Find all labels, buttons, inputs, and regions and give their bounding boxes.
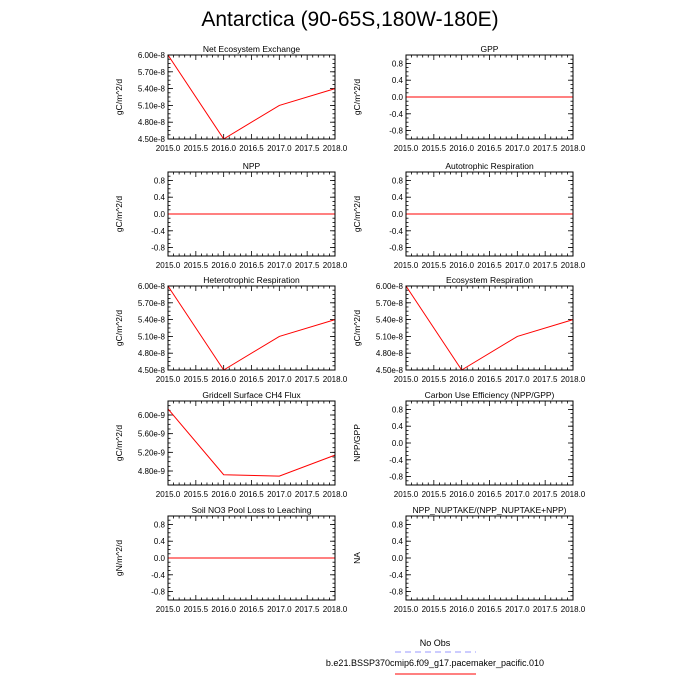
chart-panel-1 bbox=[114, 44, 348, 153]
x-tick-label: 2015.0 bbox=[155, 375, 181, 384]
legend-label-model: b.e21.BSSP370cmip6.f09_g17.pacemaker_pacific.010 bbox=[325, 658, 545, 668]
y-tick-label: 5.10e-8 bbox=[375, 332, 403, 342]
x-tick-label: 2016.5 bbox=[239, 605, 264, 614]
x-tick-label: 2015.5 bbox=[421, 261, 447, 270]
x-tick-label: 2017.5 bbox=[294, 375, 320, 384]
y-axis-label: NA bbox=[352, 552, 362, 564]
x-tick-label: 2015.0 bbox=[155, 144, 181, 153]
panel-title: NPP bbox=[242, 161, 261, 171]
y-tick-label: 6.00e-8 bbox=[137, 51, 165, 60]
panel-title: Autotrophic Respiration bbox=[445, 161, 534, 171]
x-tick-label: 2018.0 bbox=[560, 375, 586, 384]
x-tick-label: 2015.5 bbox=[183, 375, 209, 384]
series-line bbox=[406, 286, 573, 370]
y-tick-label: 5.40e-8 bbox=[137, 84, 165, 94]
series-line bbox=[168, 286, 335, 370]
y-tick-label: 4.50e-8 bbox=[137, 366, 165, 375]
x-tick-label: 2015.0 bbox=[393, 375, 419, 384]
x-tick-label: 2018.0 bbox=[560, 605, 586, 614]
x-tick-label: 2018.0 bbox=[322, 144, 348, 153]
y-tick-label: 4.80e-9 bbox=[137, 467, 165, 476]
x-tick-label: 2018.0 bbox=[560, 261, 586, 270]
y-tick-label: 5.10e-8 bbox=[137, 332, 165, 342]
x-tick-label: 2016.5 bbox=[239, 490, 264, 499]
y-axis-label: gC/m^2/d bbox=[114, 309, 124, 347]
x-tick-label: 2017.5 bbox=[532, 261, 558, 270]
x-tick-label: 2016.5 bbox=[239, 144, 264, 153]
panel-title: GPP bbox=[480, 44, 499, 54]
y-tick-label: 0.8 bbox=[153, 520, 165, 530]
y-tick-label: 5.10e-8 bbox=[137, 101, 165, 111]
y-tick-label: 0.8 bbox=[391, 520, 403, 530]
legend-label-obs: No Obs bbox=[419, 638, 451, 648]
y-tick-label: 0.0 bbox=[391, 554, 403, 563]
x-tick-label: 2016.5 bbox=[477, 375, 502, 384]
panel-title: Soil NO3 Pool Loss to Leaching bbox=[191, 505, 312, 515]
x-tick-label: 2017.0 bbox=[267, 261, 292, 270]
y-tick-label: -0.8 bbox=[151, 587, 165, 597]
y-tick-label: 5.70e-8 bbox=[375, 298, 403, 308]
x-tick-label: 2016.0 bbox=[449, 261, 474, 270]
y-tick-label: 0.8 bbox=[391, 59, 403, 69]
y-tick-label: 6.00e-8 bbox=[375, 282, 403, 291]
y-tick-label: -0.8 bbox=[151, 243, 165, 253]
chart-panel-2 bbox=[352, 44, 586, 153]
y-tick-label: 0.8 bbox=[153, 176, 165, 186]
x-tick-label: 2015.5 bbox=[183, 605, 209, 614]
y-tick-label: -0.4 bbox=[389, 570, 403, 580]
x-tick-label: 2017.0 bbox=[267, 490, 292, 499]
chart-panel-8 bbox=[352, 390, 586, 499]
x-tick-label: 2015.0 bbox=[393, 261, 419, 270]
x-tick-label: 2018.0 bbox=[322, 490, 348, 499]
panel-title: Gridcell Surface CH4 Flux bbox=[202, 390, 301, 400]
y-axis-label: gC/m^2/d bbox=[114, 78, 124, 116]
x-tick-label: 2017.0 bbox=[267, 144, 292, 153]
y-tick-label: 5.40e-8 bbox=[137, 315, 165, 325]
x-tick-label: 2016.5 bbox=[239, 261, 264, 270]
y-tick-label: 5.20e-9 bbox=[137, 448, 165, 458]
series-line bbox=[168, 409, 335, 476]
x-tick-label: 2016.0 bbox=[211, 490, 236, 499]
y-tick-label: 0.4 bbox=[153, 537, 165, 547]
x-tick-label: 2015.0 bbox=[155, 261, 181, 270]
y-axis-label: gC/m^2/d bbox=[114, 424, 124, 462]
plot-frame bbox=[406, 401, 573, 485]
x-tick-label: 2016.5 bbox=[239, 375, 264, 384]
x-tick-label: 2018.0 bbox=[560, 144, 586, 153]
y-tick-label: 0.0 bbox=[391, 439, 403, 448]
x-tick-label: 2017.0 bbox=[505, 375, 530, 384]
x-tick-label: 2015.5 bbox=[421, 605, 447, 614]
plot-frame bbox=[168, 401, 335, 485]
panel-title: Ecosystem Respiration bbox=[446, 275, 533, 285]
y-tick-label: 5.60e-9 bbox=[137, 429, 165, 439]
y-tick-label: 5.40e-8 bbox=[375, 315, 403, 325]
y-tick-label: -0.8 bbox=[389, 126, 403, 136]
y-axis-label: gN/m^2/d bbox=[114, 539, 124, 577]
y-tick-label: 4.50e-8 bbox=[375, 366, 403, 375]
y-tick-label: 4.50e-8 bbox=[137, 135, 165, 144]
y-tick-label: 6.00e-9 bbox=[137, 411, 165, 420]
y-axis-label: NPP/GPP bbox=[352, 424, 362, 462]
y-tick-label: 0.4 bbox=[391, 422, 403, 432]
y-tick-label: 0.0 bbox=[153, 210, 165, 219]
figure-title: Antarctica (90-65S,180W-180E) bbox=[201, 8, 499, 31]
chart-panel-7 bbox=[114, 390, 348, 499]
panel-title: Net Ecosystem Exchange bbox=[202, 44, 301, 54]
x-tick-label: 2015.5 bbox=[183, 490, 209, 499]
x-tick-label: 2017.0 bbox=[505, 490, 530, 499]
y-tick-label: -0.4 bbox=[389, 455, 403, 465]
x-tick-label: 2017.0 bbox=[505, 261, 530, 270]
chart-panel-5 bbox=[114, 275, 348, 384]
x-tick-label: 2017.5 bbox=[532, 605, 558, 614]
chart-panel-10 bbox=[352, 505, 586, 614]
x-tick-label: 2015.0 bbox=[393, 605, 419, 614]
x-tick-label: 2017.5 bbox=[294, 490, 320, 499]
y-tick-label: -0.8 bbox=[389, 472, 403, 482]
y-tick-label: 0.0 bbox=[153, 554, 165, 563]
y-tick-label: 6.00e-8 bbox=[137, 282, 165, 291]
x-tick-label: 2015.5 bbox=[421, 375, 447, 384]
panel-title: Carbon Use Efficiency (NPP/GPP) bbox=[424, 390, 555, 400]
y-axis-label: gC/m^2/d bbox=[352, 78, 362, 116]
x-tick-label: 2017.0 bbox=[505, 605, 530, 614]
x-tick-label: 2017.5 bbox=[532, 144, 558, 153]
x-tick-label: 2015.5 bbox=[421, 490, 447, 499]
x-tick-label: 2017.5 bbox=[294, 605, 320, 614]
y-tick-label: -0.4 bbox=[151, 226, 165, 236]
panel-title: Heterotrophic Respiration bbox=[203, 275, 300, 285]
y-tick-label: 0.4 bbox=[391, 193, 403, 203]
x-tick-label: 2016.0 bbox=[211, 144, 236, 153]
x-tick-label: 2018.0 bbox=[560, 490, 586, 499]
x-tick-label: 2015.5 bbox=[421, 144, 447, 153]
chart-panel-3 bbox=[114, 161, 348, 270]
x-tick-label: 2017.5 bbox=[532, 490, 558, 499]
y-tick-label: 0.0 bbox=[391, 210, 403, 219]
chart-panel-4 bbox=[352, 161, 586, 270]
x-tick-label: 2016.5 bbox=[477, 605, 502, 614]
y-tick-label: -0.4 bbox=[151, 570, 165, 580]
x-tick-label: 2018.0 bbox=[322, 375, 348, 384]
y-tick-label: 0.4 bbox=[153, 193, 165, 203]
x-tick-label: 2016.0 bbox=[449, 375, 474, 384]
x-tick-label: 2015.5 bbox=[183, 144, 209, 153]
x-tick-label: 2015.0 bbox=[155, 605, 181, 614]
x-tick-label: 2016.0 bbox=[449, 490, 474, 499]
x-tick-label: 2015.0 bbox=[393, 490, 419, 499]
y-tick-label: -0.8 bbox=[389, 243, 403, 253]
y-tick-label: -0.8 bbox=[389, 587, 403, 597]
x-tick-label: 2015.0 bbox=[393, 144, 419, 153]
chart-panel-6 bbox=[352, 275, 586, 384]
x-tick-label: 2018.0 bbox=[322, 261, 348, 270]
x-tick-label: 2016.0 bbox=[449, 144, 474, 153]
plot-frame bbox=[406, 516, 573, 600]
y-tick-label: 0.8 bbox=[391, 176, 403, 186]
x-tick-label: 2017.5 bbox=[294, 261, 320, 270]
x-tick-label: 2017.5 bbox=[532, 375, 558, 384]
y-tick-label: 0.4 bbox=[391, 537, 403, 547]
legend bbox=[326, 638, 544, 674]
x-tick-label: 2018.0 bbox=[322, 605, 348, 614]
x-tick-label: 2017.0 bbox=[505, 144, 530, 153]
y-tick-label: 4.80e-8 bbox=[137, 349, 165, 359]
x-tick-label: 2016.0 bbox=[449, 605, 474, 614]
y-tick-label: 4.80e-8 bbox=[137, 118, 165, 128]
panel-title: NPP_NUPTAKE/(NPP_NUPTAKE+NPP) bbox=[412, 505, 567, 515]
y-tick-label: -0.4 bbox=[389, 226, 403, 236]
y-tick-label: 5.70e-8 bbox=[137, 67, 165, 77]
x-tick-label: 2017.0 bbox=[267, 375, 292, 384]
x-tick-label: 2016.5 bbox=[477, 261, 502, 270]
x-tick-label: 2016.0 bbox=[211, 605, 236, 614]
plot-frame bbox=[406, 286, 573, 370]
x-tick-label: 2016.5 bbox=[477, 490, 502, 499]
series-line bbox=[168, 55, 335, 139]
x-tick-label: 2015.5 bbox=[183, 261, 209, 270]
x-tick-label: 2016.5 bbox=[477, 144, 502, 153]
y-axis-label: gC/m^2/d bbox=[352, 309, 362, 347]
x-tick-label: 2016.0 bbox=[211, 261, 236, 270]
x-tick-label: 2017.0 bbox=[267, 605, 292, 614]
chart-panel-9 bbox=[114, 505, 348, 614]
plot-frame bbox=[168, 55, 335, 139]
y-tick-label: 4.80e-8 bbox=[375, 349, 403, 359]
plot-frame bbox=[168, 286, 335, 370]
x-tick-label: 2016.0 bbox=[211, 375, 236, 384]
x-tick-label: 2015.0 bbox=[155, 490, 181, 499]
y-axis-label: gC/m^2/d bbox=[352, 195, 362, 233]
y-tick-label: 0.8 bbox=[391, 405, 403, 415]
y-tick-label: 5.70e-8 bbox=[137, 298, 165, 308]
y-axis-label: gC/m^2/d bbox=[114, 195, 124, 233]
y-tick-label: 0.4 bbox=[391, 76, 403, 86]
x-tick-label: 2017.5 bbox=[294, 144, 320, 153]
y-tick-label: 0.0 bbox=[391, 93, 403, 102]
y-tick-label: -0.4 bbox=[389, 109, 403, 119]
